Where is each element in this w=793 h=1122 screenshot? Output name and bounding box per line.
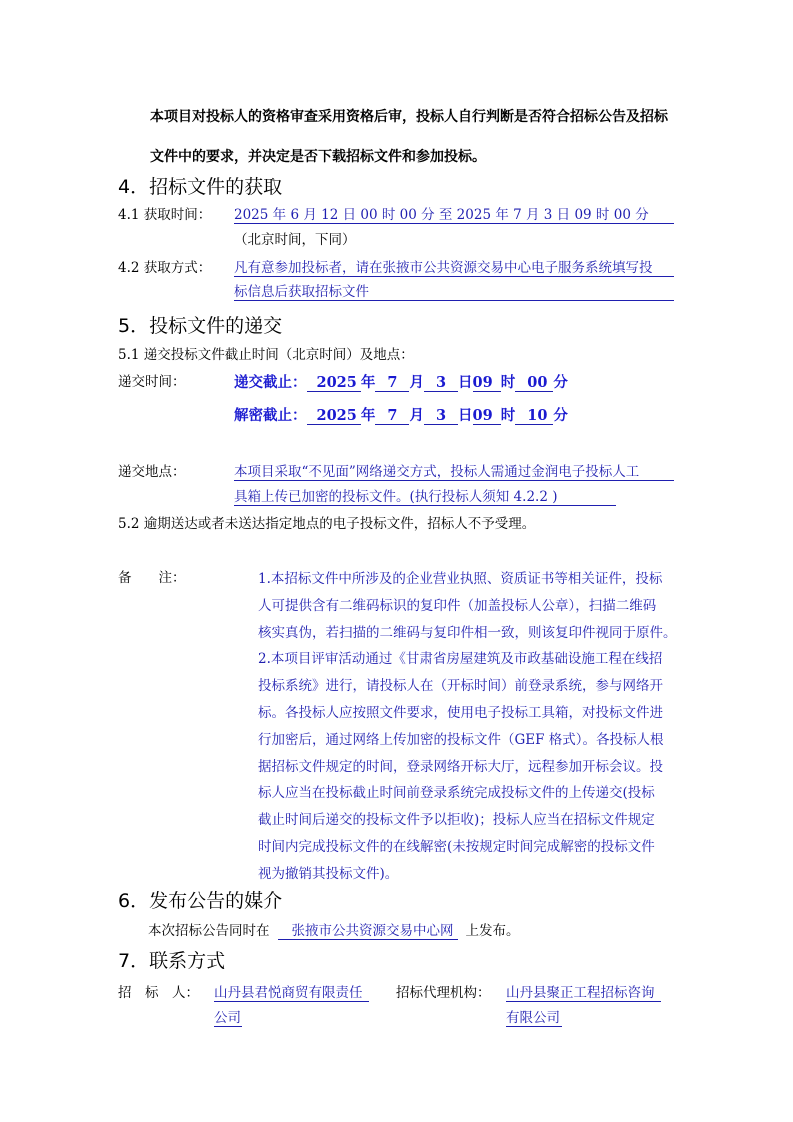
late-submission-rule: 5.2 逾期送达或者未送达指定地点的电子投标文件，招标人不予受理。 — [118, 516, 536, 532]
agent-name-line-2: 有限公司 — [506, 1006, 562, 1027]
fetch-method-line-1: 凡有意参加投标者，请在张掖市公共资源交易中心电子服务系统填写投 — [234, 256, 674, 277]
agent-name-line-1: 山丹县聚正工程招标咨询 — [506, 981, 661, 1002]
section-7-heading: 7．联系方式 — [118, 950, 226, 972]
unit-min: 分 — [553, 374, 568, 391]
media-text-before: 本次招标公告同时在 — [148, 923, 270, 939]
unit-day: 日 — [458, 407, 473, 424]
media-sentence — [148, 919, 520, 939]
remark-line: 标人应当在投标截止时间前登录系统完成投标文件的上传递交(投标 — [258, 785, 655, 802]
section-4-heading: 4．招标文件的获取 — [118, 176, 283, 198]
remark-line: 时间内完成投标文件的在线解密(未按规定时间完成解密的投标文件 — [258, 838, 655, 855]
fetch-time-note: （北京时间，下同） — [234, 232, 356, 248]
tenderer-name-line-2: 公司 — [214, 1006, 242, 1027]
submit-deadline-prefix: 递交截止： — [234, 374, 307, 391]
decrypt-deadline-min: 10 — [515, 407, 553, 425]
submit-deadline-hour: 09 — [473, 374, 501, 392]
remark-label: 备 注： — [118, 570, 186, 586]
fetch-time-value: 2025 年 6 月 12 日 00 时 00 分 至 2025 年 7 月 3 日 09 时 00 分 — [234, 203, 674, 224]
decrypt-deadline — [234, 404, 568, 425]
remark-line: 人可提供含有二维码标识的复印件（加盖投标人公章），扫描二维码 — [258, 597, 657, 614]
remark-line: 标。各投标人应按照文件要求，使用电子投标工具箱，对投标文件进 — [258, 704, 663, 721]
submit-deadline-day: 3 — [424, 374, 458, 392]
section-5-heading: 5．投标文件的递交 — [118, 315, 283, 337]
submit-deadline-min: 00 — [515, 374, 553, 392]
media-text-after: 上发布。 — [465, 923, 520, 939]
fetch-time-label: 4.1 获取时间： — [118, 207, 212, 223]
fetch-method-line-2: 标信息后获取招标文件 — [234, 280, 674, 301]
unit-month: 月 — [409, 407, 424, 424]
remark-line: 视为撤销其投标文件)。 — [258, 865, 399, 882]
remark-line: 截止时间后递交的投标文件予以拒收)；投标人应当在招标文件规定 — [258, 812, 655, 829]
media-name: 张掖市公共资源交易中心网 — [278, 923, 458, 940]
decrypt-deadline-hour: 09 — [473, 407, 501, 425]
submit-location-label: 递交地点： — [118, 464, 186, 480]
remark-line: 行加密后，通过网络上传加密的投标文件（GEF 格式）。各投标人根 — [258, 731, 664, 748]
section-6-heading: 6．发布公告的媒介 — [118, 890, 283, 912]
remark-line: 核实真伪，若扫描的二维码与复印件相一致，则该复印件视同于原件。 — [258, 624, 677, 641]
intro-line-2: 文件中的要求，并决定是否下载招标文件和参加投标。 — [150, 149, 486, 165]
agent-label: 招标代理机构： — [396, 985, 491, 1001]
decrypt-deadline-month: 7 — [375, 407, 409, 425]
submit-deadline — [234, 371, 568, 392]
deadline-intro: 5.1 递交投标文件截止时间（北京时间）及地点： — [118, 347, 414, 363]
unit-hour: 时 — [500, 374, 516, 391]
unit-min: 分 — [553, 407, 568, 424]
unit-day: 日 — [458, 374, 473, 391]
fetch-method-label: 4.2 获取方式： — [118, 260, 212, 276]
decrypt-deadline-year: 2025 — [307, 407, 361, 425]
unit-year: 年 — [360, 374, 376, 391]
tenderer-label: 招 标 人： — [118, 985, 199, 1001]
submit-deadline-month: 7 — [375, 374, 409, 392]
unit-hour: 时 — [500, 407, 516, 424]
unit-month: 月 — [409, 374, 424, 391]
tenderer-name-line-1: 山丹县君悦商贸有限责任 — [214, 981, 369, 1002]
submit-deadline-year: 2025 — [307, 374, 361, 392]
remark-line: 投标系统》进行，请投标人在（开标时间）前登录系统，参与网络开 — [258, 678, 663, 695]
remark-line: 1.本招标文件中所涉及的企业营业执照、资质证书等相关证件，投标 — [258, 571, 663, 587]
unit-year: 年 — [360, 407, 376, 424]
decrypt-deadline-day: 3 — [424, 407, 458, 425]
submit-location-line-1: 本项目采取“不见面”网络递交方式，投标人需通过金润电子投标人工 — [234, 460, 674, 481]
submit-time-label: 递交时间： — [118, 374, 186, 390]
remark-block — [258, 566, 677, 888]
submit-location-line-2: 具箱上传已加密的投标文件。(执行投标人须知 4.2.2 ) — [234, 485, 616, 506]
decrypt-deadline-prefix: 解密截止： — [234, 407, 307, 424]
remark-line: 2.本项目评审活动通过《甘肃省房屋建筑及市政基础设施工程在线招 — [258, 651, 663, 668]
remark-line: 据招标文件规定的时间，登录网络开标大厅，远程参加开标会议。投 — [258, 758, 663, 775]
intro-line-1: 本项目对投标人的资格审查采用资格后审，投标人自行判断是否符合招标公告及招标 — [150, 109, 668, 125]
